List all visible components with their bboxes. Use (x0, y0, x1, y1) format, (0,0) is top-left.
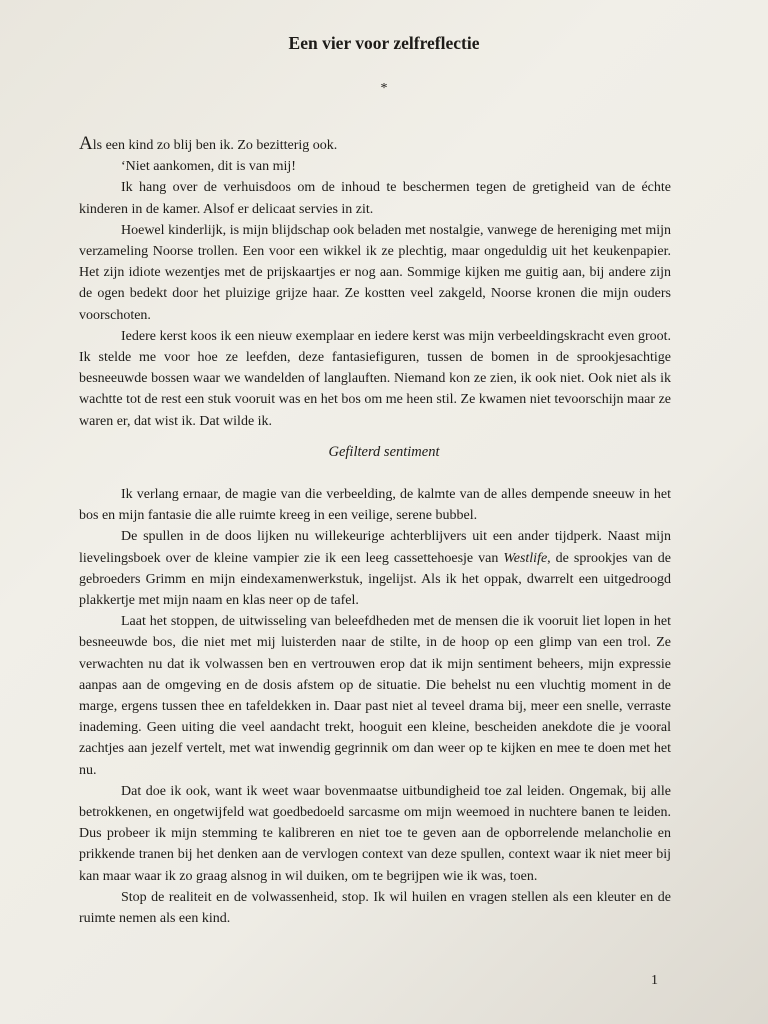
paragraph: Ik verlang ernaar, de magie van die verbeelding, de kalmte van de alles dempende sneeuw in het bos en mijn fantasie die alle ruimte kreeg in een veilige, serene bubbel. (79, 487, 671, 524)
band-name: Westlife (503, 550, 548, 566)
section-one (79, 133, 671, 432)
paragraph: Dat doe ik ook, want ik weet waar bovenmaatse uitbundigheid toe zal leiden. Ongemak, bij alle betrokkenen, en ongetwijfeld wat goedbedoeld sarcasme om mijn weemoed in nuchtere banen te leiden. Dus probeer ik mijn stemming te kalibreren en niet toe te geven aan de opborrelende melancholie en prikkende tranen bij het denken aan de vervlogen context van deze spullen, context waar ik niet meer bij kan maar waar ik zo graag alsnog in wil duiken, om te begrijpen wie ik was, toen. (79, 783, 671, 884)
page-title: Een vier voor zelfreflectie (288, 33, 480, 53)
paragraph: ‘Niet aankomen, dit is van mij! (121, 159, 296, 175)
paragraph (79, 133, 671, 156)
drop-cap: A (79, 133, 93, 154)
paragraph: Stop de realiteit en de volwassenheid, stop. Ik wil huilen en vragen stellen als een kleuter en de ruimte nemen als een kind. (79, 889, 671, 927)
paragraph: Ik hang over de verhuisdoos om de inhoud te beschermen tegen de gretigheid van de échte kinderen in de kamer. Alsof er delicaat servies in zit. (79, 180, 671, 217)
section-heading: Gefilterd sentiment (328, 444, 440, 460)
section-two (79, 484, 671, 929)
paragraph-text: , de sprookjes van de gebroeders Grimm en mijn eindexamenwerkstuk, ingelijst. Als ik het oppak, dwarrelt een uitgedroogd plakkertje met mijn naam en klas neer op de tafel. (79, 550, 672, 609)
paragraph: Laat het stoppen, de uitwisseling van beleefdheden met de mensen die ik vooruit liet lopen in het besneeuwde bos, die niet met mij luisterden naar de stilte, in de hoop op een glimp van een trol. Ze verwachten nu dat ik volwassen ben en vertrouwen erop dat ik mijn sentiment beheers, mijn expressie aanpas aan de omgeving en de dosis afstem op de situatie. Die behelst nu een vluchtig moment in de marge, ergens tussen thee en tafeldekken in. Daar past niet al teveel drama bij, meer een snelle, verraste inademing. Geen uiting die veel aandacht trekt, hooguit een kleine, bescheiden anekdote die je vooral zachtjes aan jezelf vertelt, met wat inwendig gegrinnik om dan weer op te kijken en mee te doen met het nu. (79, 614, 671, 778)
paragraph-text: De spullen in de doos lijken nu willekeurige achterblijvers uit een ander tijdperk. Naast mijn lievelingsboek over de kleine vampier zie ik een leeg cassettehoesje van (79, 529, 671, 566)
page-number: 1 (651, 973, 658, 988)
paragraph: Hoewel kinderlijk, is mijn blijdschap ook beladen met nostalgie, vanwege de hereniging met mijn verzameling Noorse trollen. Een voor een wikkel ik ze plechtig, maar ongeduldig uit het keukenpapier. Het zijn idiote wezentjes met de prijskaartjes er nog aan. Sommige kijken me guitig aan, bij andere zijn de ogen bedekt door het pluizige grijze haar. Ze kostten veel zakgeld, Noorse kronen die mijn ouders voorschoten. (79, 222, 671, 323)
paragraph: Iedere kerst koos ik een nieuw exemplaar en iedere kerst was mijn verbeeldingskracht even groot. Ik stelde me voor hoe ze leefden, deze fantasiefiguren, tussen de bomen in de sprookjesachtige besneeuwde bossen waar we wandelden of langlauften. Niemand kon ze zien, ik ook niet. Ook niet als ik wachtte tot de rest een stuk vooruit was en het bos om me heen stil. Ze kwamen niet tevoorschijn maar ze waren er, dat wist ik. Dat wilde ik. (79, 328, 671, 429)
section-separator: * (380, 81, 388, 96)
paragraph (79, 526, 671, 611)
paragraph-text: ls een kind zo blij ben ik. Zo bezitterig ook. (92, 138, 338, 153)
